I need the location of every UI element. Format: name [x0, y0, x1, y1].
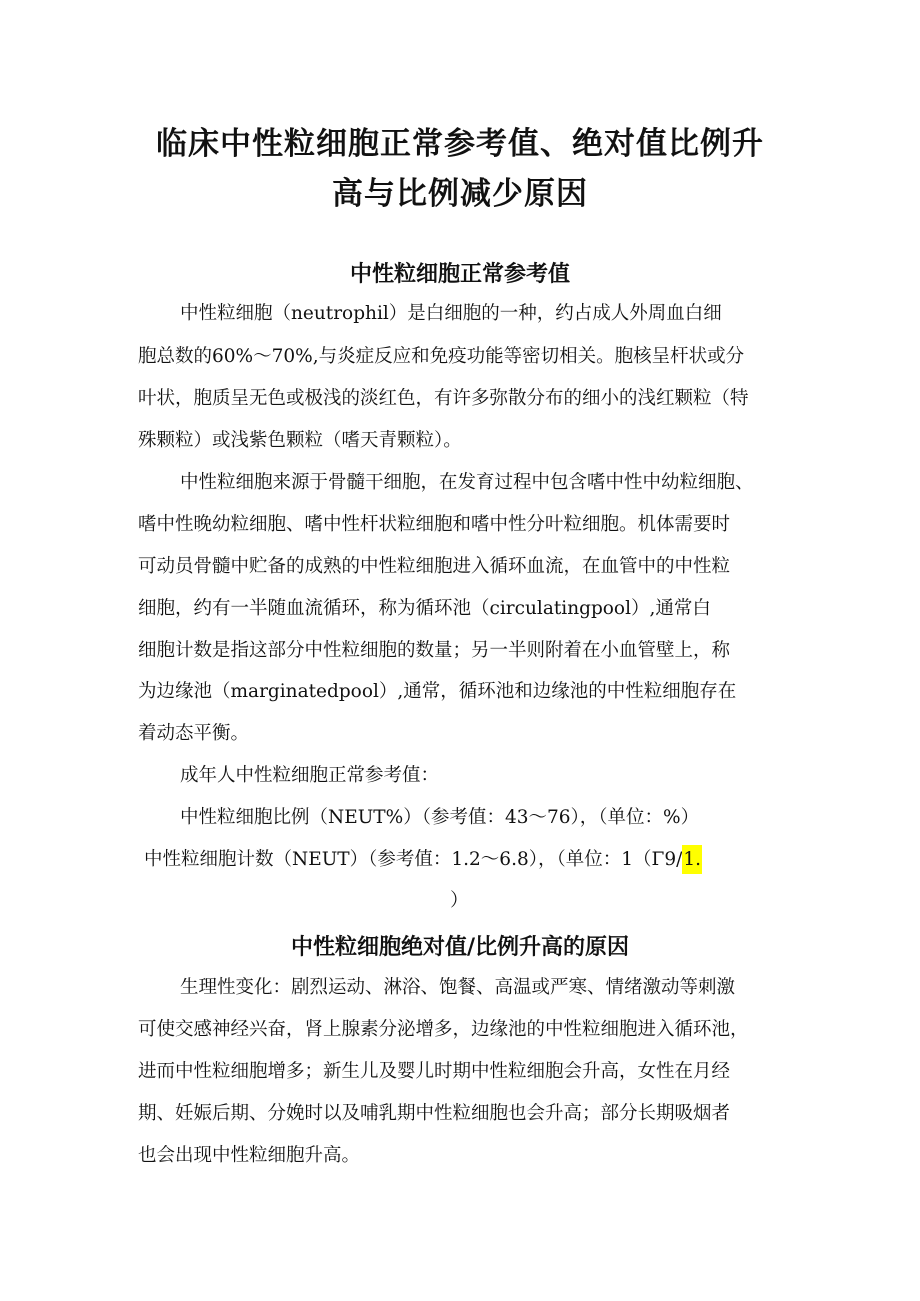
neut-count-closing-paren: ）	[450, 890, 469, 911]
paragraph-line: 为边缘池（marginatedpool）,通常，循环池和边缘池的中性粒细胞存在	[138, 681, 737, 702]
paragraph-line: 也会出现中性粒细胞升高。	[138, 1145, 361, 1166]
paragraph-line: 胞总数的60%～70%,与炎症反应和免疫功能等密切相关。胞核呈杆状或分	[138, 346, 745, 367]
neut-percent-reference: 中性粒细胞比例（NEUT%）（参考值：43～76），（单位：%）	[180, 807, 700, 828]
paragraph-line: 可动员骨髓中贮备的成熟的中性粒细胞进入循环血流，在血管中的中性粒	[138, 556, 731, 577]
paragraph-line: 可使交感神经兴奋，肾上腺素分泌增多，边缘池的中性粒细胞进入循环池，	[138, 1019, 749, 1040]
paragraph-line: 嗜中性晚幼粒细胞、嗜中性杆状粒细胞和嗜中性分叶粒细胞。机体需要时	[138, 514, 731, 535]
reference-values-intro: 成年人中性粒细胞正常参考值：	[180, 765, 440, 786]
paragraph-line: 叶状，胞质呈无色或极浅的淡红色，有许多弥散分布的细小的浅红颗粒（特	[138, 388, 749, 409]
paragraph-line: 着动态平衡。	[138, 723, 250, 744]
paragraph-line: 殊颗粒）或浅紫色颗粒（嗜天青颗粒）。	[138, 430, 462, 451]
paragraph-line: 期、妊娠后期、分娩时以及哺乳期中性粒细胞也会升高；部分长期吸烟者	[138, 1103, 731, 1124]
paragraph-line: 进而中性粒细胞增多；新生儿及婴儿时期中性粒细胞会升高，女性在月经	[138, 1061, 731, 1082]
document-title-line-2: 高与比例减少原因	[332, 176, 588, 212]
paragraph-line: 细胞计数是指这部分中性粒细胞的数量；另一半则附着在小血管壁上，称	[138, 640, 731, 661]
neut-count-reference	[144, 847, 794, 873]
paragraph-line: 中性粒细胞来源于骨髓干细胞，在发育过程中包含嗜中性中幼粒细胞、	[180, 472, 754, 493]
paragraph-line: 生理性变化：剧烈运动、淋浴、饱餐、高温或严寒、情绪激动等刺激	[180, 977, 736, 998]
section-heading-reference-values: 中性粒细胞正常参考值	[349, 262, 570, 287]
paragraph-line: 细胞，约有一半随血流循环，称为循环池（circulatingpool）,通常白	[138, 598, 711, 619]
document-title-line-1: 临床中性粒细胞正常参考值、绝对值比例升	[156, 126, 764, 162]
neut-count-text: 中性粒细胞计数（NEUT）（参考值：1.2～6.8），（单位：1（Γ9/	[144, 849, 683, 870]
highlighted-text: 1.	[682, 845, 702, 874]
paragraph-line: 中性粒细胞（neutrophil）是白细胞的一种，约占成人外周血白细	[180, 303, 722, 324]
section-heading-increase-causes: 中性粒细胞绝对值/比例升高的原因	[290, 935, 630, 960]
